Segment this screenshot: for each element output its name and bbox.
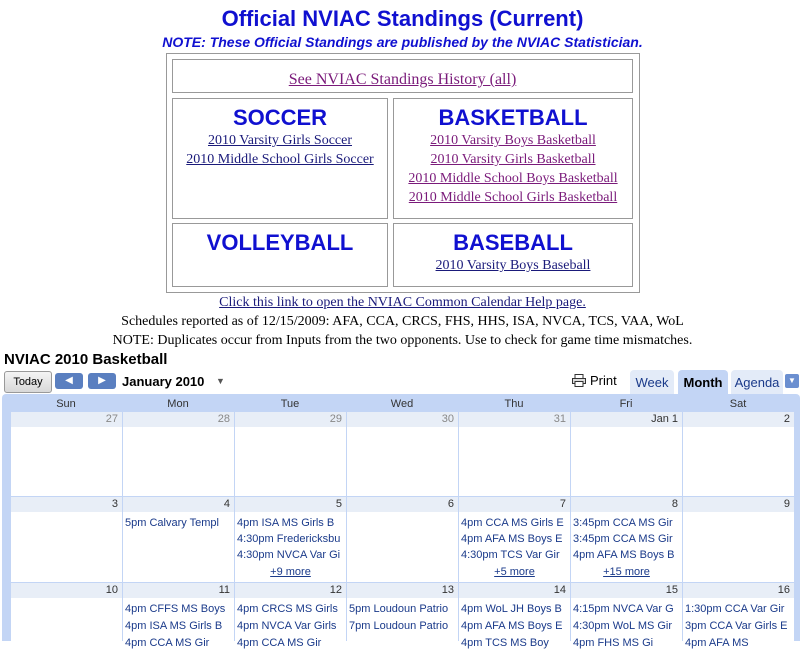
calendar-day-cell[interactable] xyxy=(458,412,570,496)
standings-table xyxy=(166,53,640,293)
volleyball-heading: VOLLEYBALL xyxy=(206,230,354,255)
tab-month[interactable]: Month xyxy=(678,370,728,394)
calendar-event[interactable]: 4pm CFFS MS Boys xyxy=(125,603,226,615)
calendar-day-cell[interactable] xyxy=(10,497,122,582)
calendar-day-cell[interactable] xyxy=(682,497,794,582)
more-events-link[interactable]: +15 more xyxy=(603,566,650,578)
baseball-cell xyxy=(393,223,633,287)
calendar-event[interactable]: 7pm Loudoun Patrio xyxy=(349,620,449,632)
calendar-day-cell[interactable] xyxy=(122,497,234,582)
more-events-link[interactable]: +9 more xyxy=(270,566,311,578)
varsity-girls-soccer-link[interactable]: 2010 Varsity Girls Soccer xyxy=(208,133,352,148)
ms-girls-basketball-link[interactable]: 2010 Middle School Girls Basketball xyxy=(408,190,618,205)
basketball-cell xyxy=(393,98,633,219)
print-button[interactable] xyxy=(572,373,617,388)
more-events-link[interactable]: +5 more xyxy=(494,566,535,578)
weekday-sat: Sat xyxy=(729,398,747,410)
day-number[interactable]: 13 xyxy=(347,583,458,598)
page-title: Official NVIAC Standings (Current) xyxy=(221,6,584,31)
calendar-day-cell[interactable] xyxy=(346,497,458,582)
calendar-day-cell[interactable] xyxy=(346,583,458,641)
day-number[interactable]: 15 xyxy=(571,583,682,598)
ms-boys-basketball-link[interactable]: 2010 Middle School Boys Basketball xyxy=(408,171,618,186)
duplicates-note: NOTE: Duplicates occur from Inputs from the two opponents. Use to check for game time mismatches. xyxy=(112,333,693,348)
calendar-event[interactable]: 4pm CCA MS Gir xyxy=(237,637,322,649)
day-number[interactable]: 10 xyxy=(11,583,122,598)
day-number[interactable]: 12 xyxy=(235,583,346,598)
day-number[interactable]: 7 xyxy=(459,497,570,512)
month-dropdown-icon[interactable]: ▼ xyxy=(216,376,225,386)
calendar-event[interactable]: 4pm CRCS MS Girls xyxy=(237,603,338,615)
calendar-week xyxy=(10,583,794,649)
day-number[interactable]: 3 xyxy=(11,497,122,512)
day-number[interactable]: 28 xyxy=(123,412,234,427)
calendar-day-cell[interactable] xyxy=(234,412,346,496)
weekday-sun: Sun xyxy=(56,398,76,410)
calendar-day-cell[interactable] xyxy=(570,583,682,649)
weekday-header xyxy=(10,396,794,412)
calendar-day-cell[interactable] xyxy=(234,583,346,649)
calendar-week xyxy=(10,412,794,496)
help-line xyxy=(0,295,805,311)
history-cell xyxy=(172,59,633,93)
varsity-girls-basketball-link[interactable]: 2010 Varsity Girls Basketball xyxy=(430,152,596,167)
calendar-event[interactable]: 4pm ISA MS Girls B xyxy=(237,517,335,529)
calendar-day-cell[interactable] xyxy=(458,497,570,582)
calendar-day-cell[interactable] xyxy=(10,412,122,496)
calendar-event[interactable]: 4pm AFA MS Boys E xyxy=(461,533,563,545)
calendar-event[interactable]: 4pm CCA MS Gir xyxy=(125,637,210,649)
calendar-event[interactable]: 5pm Loudoun Patrio xyxy=(349,603,449,615)
day-number[interactable]: 11 xyxy=(123,583,234,598)
day-number[interactable]: 6 xyxy=(347,497,458,512)
day-number[interactable]: 29 xyxy=(235,412,346,427)
chevron-right-icon: ▶ xyxy=(98,375,106,386)
calendar-event[interactable]: 4:30pm Fredericksbu xyxy=(237,533,341,545)
calendar-day-cell[interactable] xyxy=(234,497,346,582)
schedules-note: Schedules reported as of 12/15/2009: AFA, CCA, CRCS, FHS, HHS, ISA, NVCA, TCS, VAA, WoL xyxy=(121,314,684,329)
day-number[interactable]: 14 xyxy=(459,583,570,598)
next-month-button[interactable] xyxy=(88,373,116,389)
calendar-event[interactable]: 4:30pm TCS Var Gir xyxy=(461,549,560,561)
calendar-day-cell[interactable] xyxy=(122,583,234,649)
calendar-day-cell[interactable] xyxy=(122,412,234,496)
day-number[interactable]: 27 xyxy=(11,412,122,427)
calendar-day-cell[interactable] xyxy=(10,583,122,641)
day-number[interactable]: Jan 1 xyxy=(571,412,682,427)
calendar-event[interactable]: 4:30pm NVCA Var Gi xyxy=(237,549,341,561)
calendar-event[interactable]: 4pm AFA MS xyxy=(685,637,749,649)
day-number[interactable]: 31 xyxy=(459,412,570,427)
weekday-thu: Thu xyxy=(504,398,524,410)
calendar-day-cell[interactable] xyxy=(682,583,794,649)
day-number[interactable]: 5 xyxy=(235,497,346,512)
tab-agenda[interactable]: Agenda xyxy=(731,370,783,394)
calendar-day-cell[interactable] xyxy=(570,497,682,582)
calendar-title: NVIAC 2010 Basketball xyxy=(4,351,168,368)
printer-icon xyxy=(572,374,586,387)
agenda-menu-icon[interactable]: ▼ xyxy=(785,374,799,388)
prev-month-button[interactable] xyxy=(55,373,83,389)
weekday-fri: Fri xyxy=(619,398,633,410)
calendar-event[interactable]: 3pm CCA Var Girls E xyxy=(685,620,788,632)
soccer-heading: SOCCER xyxy=(232,105,328,130)
standings-history-link[interactable]: See NVIAC Standings History (all) xyxy=(288,71,517,88)
calendar-day-cell[interactable] xyxy=(458,583,570,649)
calendar-toolbar xyxy=(0,370,805,394)
calendar-event[interactable]: 1:30pm CCA Var Gir xyxy=(685,603,785,615)
weekday-tue: Tue xyxy=(280,398,300,410)
calendar-day-cell[interactable] xyxy=(346,412,458,496)
calendar-event[interactable]: 4pm AFA MS Boys B xyxy=(573,549,675,561)
calendar-day-cell[interactable] xyxy=(570,412,682,496)
print-label: Print xyxy=(590,373,617,388)
volleyball-cell xyxy=(172,223,388,287)
day-number[interactable]: 16 xyxy=(683,583,794,598)
varsity-boys-basketball-link[interactable]: 2010 Varsity Boys Basketball xyxy=(430,133,596,148)
day-number[interactable]: 4 xyxy=(123,497,234,512)
calendar-event[interactable]: 5pm Calvary Templ xyxy=(125,517,219,529)
tab-week[interactable]: Week xyxy=(630,370,674,394)
day-number[interactable]: 9 xyxy=(683,497,794,512)
calendar-event[interactable]: 4pm AFA MS Boys E xyxy=(461,620,563,632)
calendar-week xyxy=(10,497,794,582)
month-label: January 2010 xyxy=(122,374,205,389)
day-number[interactable]: 30 xyxy=(347,412,458,427)
ms-girls-soccer-link[interactable]: 2010 Middle School Girls Soccer xyxy=(186,152,374,167)
calendar-event[interactable]: 4pm NVCA Var Girls xyxy=(237,620,337,632)
page-note: NOTE: These Official Standings are published by the NVIAC Statistician. xyxy=(162,34,643,50)
calendar-event[interactable]: 4:30pm WoL MS Gir xyxy=(573,620,673,632)
basketball-heading: BASKETBALL xyxy=(438,105,588,130)
soccer-cell xyxy=(172,98,388,219)
calendar-day-cell[interactable] xyxy=(682,412,794,496)
varsity-boys-baseball-link[interactable]: 2010 Varsity Boys Baseball xyxy=(435,258,591,273)
calendar-event[interactable]: 4pm TCS MS Boy xyxy=(461,637,549,649)
weekday-wed: Wed xyxy=(390,398,414,410)
chevron-left-icon: ◀ xyxy=(65,375,73,386)
day-number[interactable]: 2 xyxy=(683,412,794,427)
day-number[interactable]: 8 xyxy=(571,497,682,512)
calendar-event[interactable]: 3:45pm CCA MS Gir xyxy=(573,517,673,529)
calendar-event[interactable]: 4pm FHS MS Gi xyxy=(573,637,654,649)
calendar-event[interactable]: 4:15pm NVCA Var G xyxy=(573,603,674,615)
calendar-event[interactable]: 4pm WoL JH Boys B xyxy=(461,603,562,615)
today-button[interactable]: Today xyxy=(4,371,52,393)
help-link[interactable]: Click this link to open the NVIAC Common Calendar Help page. xyxy=(219,295,586,310)
calendar-event[interactable]: 4pm ISA MS Girls B xyxy=(125,620,223,632)
calendar-event[interactable]: 3:45pm CCA MS Gir xyxy=(573,533,673,545)
weekday-mon: Mon xyxy=(167,398,189,410)
baseball-heading: BASEBALL xyxy=(453,230,573,255)
calendar-event[interactable]: 4pm CCA MS Girls E xyxy=(461,517,564,529)
